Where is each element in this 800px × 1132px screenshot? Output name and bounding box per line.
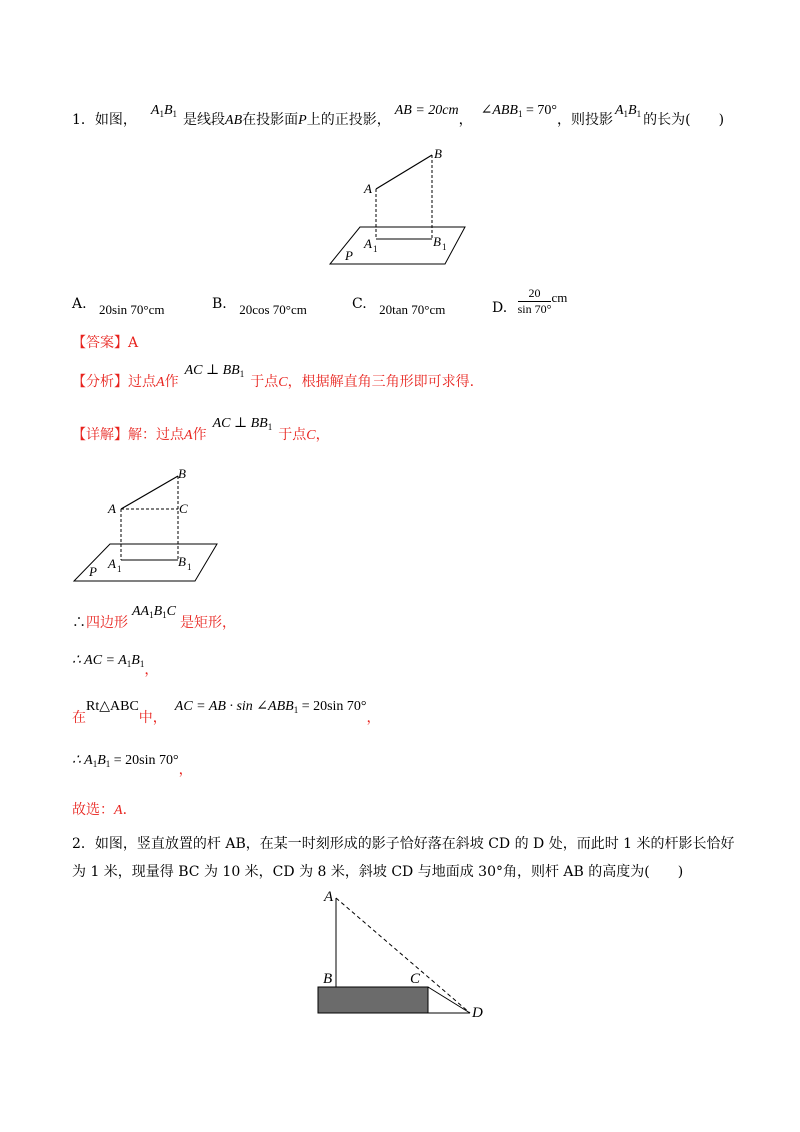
option-b[interactable]: B. 20cos 70°cm	[212, 296, 307, 317]
question-1-stem: 1．如图，$A_1B_1$ 是线段AB在投影面P上的正投影，AB = 20cm，$\angle ABB_1 = 70^\circ$，则投影$A_1B_1$ 的长为( )	[72, 103, 725, 128]
label-p: P	[345, 248, 353, 263]
option-a[interactable]: A. 20sin 70°cm	[72, 296, 165, 317]
label-d-q2: D	[472, 1005, 483, 1021]
label-p-2: P	[89, 564, 97, 579]
q1-p: P	[298, 113, 307, 128]
analysis-line: 【分析】过点A作AC ⊥ $BB_1$ 于点C，根据解直角三角形即可求得.	[72, 363, 475, 390]
step-3: 在Rt△ABC中，AC = AB · $\sin \angle ABB_1 = 20\sin$ 70°，	[72, 699, 381, 726]
label-c-q2: C	[410, 971, 421, 987]
svg-text:1: 1	[442, 242, 447, 252]
q1-text-segment: 是线段	[183, 112, 226, 128]
q1-figure-2	[70, 462, 230, 590]
q1-text-projection: 上的正投影，	[306, 112, 391, 128]
label-b1: B	[433, 234, 441, 249]
analysis-perp-expr: AC ⊥ $BB_1$	[184, 363, 245, 379]
option-c[interactable]: C. 20tan 70°cm	[352, 296, 446, 317]
label-b: B	[434, 146, 442, 161]
step-2: ∴ AC = $A_1B_1$，	[72, 653, 159, 678]
label-b-q2: B	[323, 971, 333, 987]
answer-value: A	[128, 335, 139, 351]
step-4: ∴ $A_1B_1 = 20\sin$ 70°，	[72, 753, 193, 778]
question-2-stem	[72, 830, 735, 886]
q1-text-then: ，则投影	[556, 112, 613, 128]
conclusion: 故选：A．	[72, 802, 137, 818]
slope-block	[318, 987, 428, 1013]
q2-line-1: 2．如图，竖直放置的杆 AB，在某一时刻形成的影子恰好落在斜坡 CD 的 D 处，而此时 1 米的杆影长恰好	[72, 836, 735, 852]
step-3-triangle: Rt△ABC	[86, 699, 139, 714]
q1-eq-angle: $\angle ABB_1 = 70^\circ$	[480, 103, 557, 119]
q1-text-plane: 在投影面	[242, 112, 299, 128]
segment-ab	[376, 155, 432, 189]
q1-figure-1	[320, 140, 480, 275]
label-a-2: A	[108, 501, 116, 516]
segment-ab-2	[121, 476, 178, 509]
svg-text:1: 1	[187, 562, 192, 572]
svg-text:1: 1	[373, 244, 378, 254]
label-c-2: C	[179, 501, 188, 516]
label-b1-2: B	[178, 554, 186, 569]
label-a1-2: A	[108, 556, 116, 571]
label-b-2: B	[178, 466, 186, 481]
q2-line-2: 为 1 米，现量得 BC 为 10 米，CD 为 8 米，斜坡 CD 与地面成 30°角，则杆 AB 的高度为( )	[72, 864, 684, 880]
label-a: A	[364, 181, 372, 196]
step-3-expr: AC = AB · $\sin \angle ABB_1 = 20\sin$ 70°	[174, 699, 367, 715]
q1-text-length: 的长为( )	[643, 112, 725, 128]
option-d-fraction: $\frac{20}{\sin 70^\circ}$	[517, 286, 552, 316]
label-a1: A	[364, 236, 372, 251]
label-a-q2: A	[324, 889, 334, 905]
option-d[interactable]: D. $\frac{20}{\sin 70^\circ}$ cm	[492, 286, 568, 316]
q2-figure	[310, 885, 500, 1025]
step-4-expr: ∴ $A_1B_1 = 20\sin$ 70°	[72, 753, 179, 769]
q1-a1b1-1: $A_1B_1$	[150, 103, 178, 119]
detail-perp-expr: AC ⊥ $BB_1$	[212, 416, 273, 432]
step-2-expr: ∴ AC = $A_1B_1$	[72, 653, 145, 669]
q1-eq-ab: AB = 20cm	[394, 103, 459, 118]
answer-line	[72, 333, 138, 353]
svg-text:1: 1	[117, 564, 122, 574]
answer-tag: 【答案】	[72, 335, 128, 351]
step-1-expr: $AA_1B_1C$	[132, 604, 177, 620]
q1-ab: AB	[225, 113, 243, 128]
q1-a1b1-2: $A_1B_1$	[614, 103, 642, 119]
step-1: ∴四边形$AA_1B_1C$是矩形，	[72, 604, 237, 631]
q1-number: 1．如图，	[72, 112, 137, 128]
detail-line: 【详解】解：过点A作AC ⊥ $BB_1$ 于点C，	[72, 416, 330, 443]
slope-cd	[428, 987, 470, 1013]
